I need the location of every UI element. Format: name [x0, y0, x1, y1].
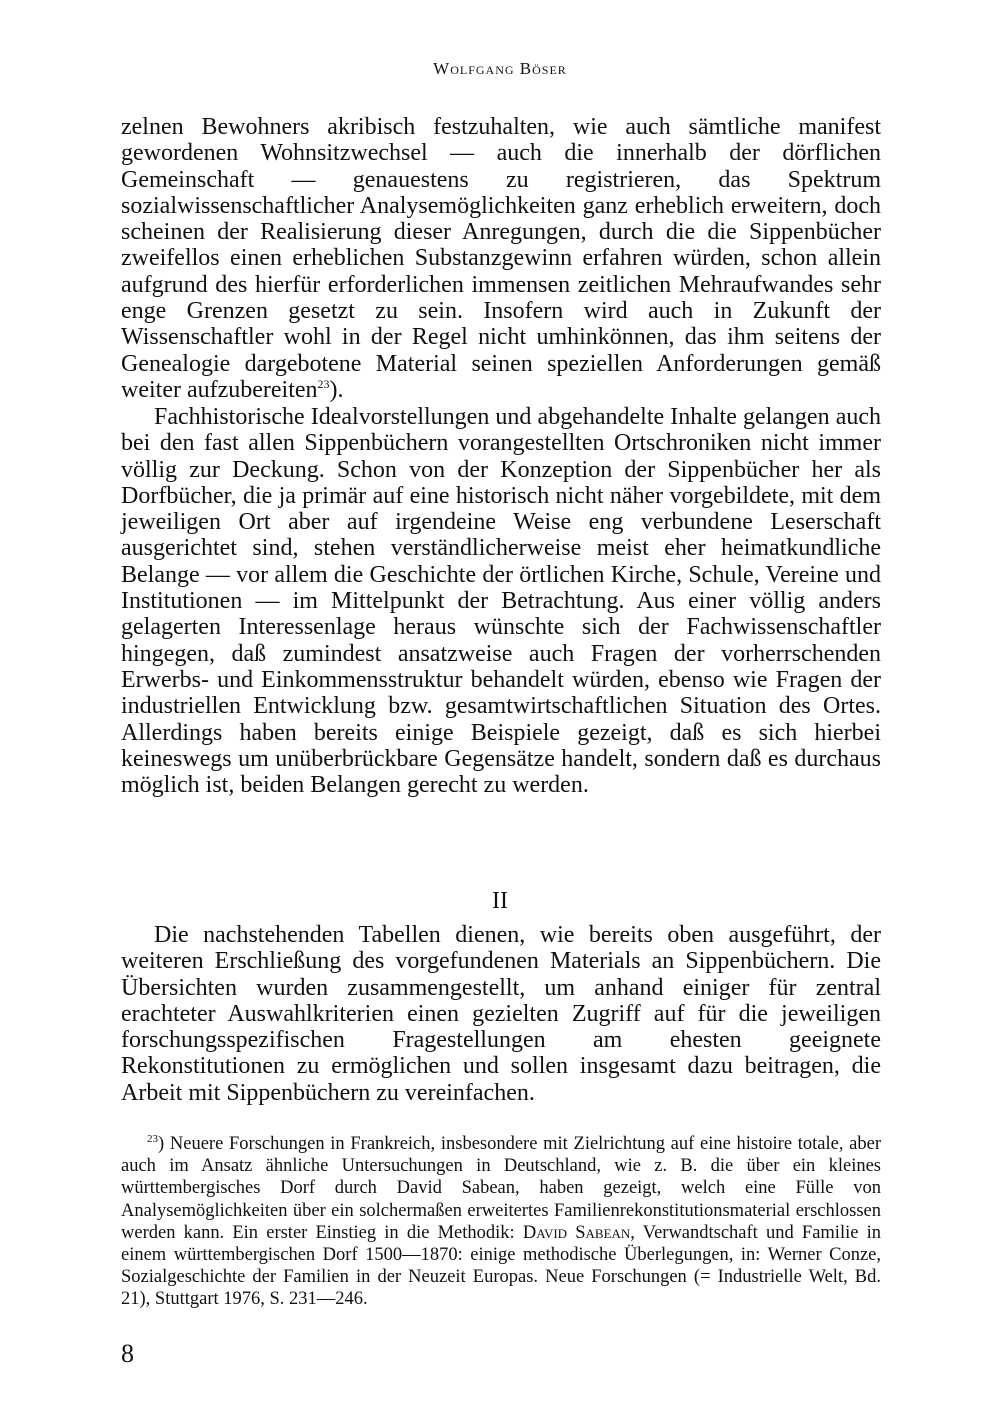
- paragraph-3: [121, 922, 881, 1106]
- paragraph-2: [121, 404, 881, 798]
- footnote-text-after: , Verwandtschaft und Familie in einem württembergischen Dorf 1500—1870: einige methodische Überlegungen, in: Werner Conze, Sozialgeschichte der Familien in der Neuzeit Europas. Neue Forschungen (= Industrielle Welt, Bd. 21), Stuttgart 1976, S. 231—246.: [121, 1222, 881, 1310]
- page-number: 8: [121, 1339, 134, 1368]
- paragraph-2-text: Fachhistorische Idealvorstellungen und abgehandelte Inhalte gelangen auch bei den fast allen Sippenbüchern vorangestellten Ortschroniken nicht immer völlig zur Deckung. Schon von der Konzeption der Sippenbücher her als Dorfbücher, die ja primär auf eine historisch nicht näher vorgebildete, mit dem jeweiligen Ort aber auf irgendeine Weise eng verbundene Leserschaft ausgerichtet sind, stehen verständlicherweise meist eher heimatkundliche Belange — vor allem die Geschichte der örtlichen Kirche, Schule, Vereine und Institutionen — im Mittelpunkt der Betrachtung. Aus einer völlig anders gelagerten Interessenlage heraus wünschte sich der Fachwissenschaftler hingegen, daß zumindest ansatzweise auch Fragen der vorherrschenden Erwerbs- und Einkommensstruktur behandelt würden, ebenso wie Fragen der industriellen Entwicklung bzw. gesamtwirtschaftlichen Situation des Ortes. Allerdings haben bereits einige Beispiele gezeigt, daß es sich hierbei keineswegs um unüberbrückbare Gegensätze handelt, sondern daß es durchaus möglich ist, beiden Belangen gerecht zu werden.: [121, 404, 881, 799]
- paragraph-1: [121, 114, 881, 403]
- footnote-reference: 23: [317, 376, 330, 391]
- footnote-marker-tail: ): [158, 1134, 165, 1154]
- footnote-text-before: Neuere Forschungen in Frankreich, insbesondere mit Zielrichtung auf eine histoire totale, aber auch im Ansatz ähnliche Untersuchungen in Deutschland, wie z. B. die über ein kleines württembergisches Dorf durch David Sabean, haben gezeigt, welch eine Fülle von Analysemöglichkeiten über ein solchermaßen erweitertes Familienrekonstitutionsmaterial erschlossen werden kann. Ein erster Einstieg in die Methodik:: [121, 1134, 881, 1243]
- footnote-23: [121, 1133, 881, 1311]
- section-heading: II: [492, 888, 508, 914]
- paragraph-1-tail: ).: [329, 376, 344, 403]
- footnote-author: David Sabean: [522, 1222, 631, 1243]
- paragraph-3-text: Die nachstehenden Tabellen dienen, wie bereits oben ausgeführt, der weiteren Erschließung des vorgefundenen Materials an Sippenbüchern. Die Übersichten wurden zusammengestellt, um anhand einiger für zentral erachteter Auswahlkriterien einen gezielten Zugriff auf für die jeweiligen forschungsspezifischen Fragestellungen am ehesten geeignete Rekonstitutionen zu ermöglichen und sollen insgesamt dazu beitragen, die Arbeit mit Sippenbüchern zu vereinfachen.: [121, 922, 881, 1106]
- paragraph-1-text: zelnen Bewohners akribisch festzuhalten, wie auch sämtliche manifest gewordenen Wohnsitzwechsel — auch die innerhalb der dörflichen Gemeinschaft — genauestens zu registrieren, das Spektrum sozialwissenschaftlicher Analysemöglichkeiten ganz erheblich erweitern, doch scheinen der Realisierung dieser Anregungen, durch die die Sippenbücher zweifellos einen erheblichen Substanzgewinn erfahren würden, schon allein aufgrund des hierfür erforderlichen immensen zeitlichen Mehraufwandes sehr enge Grenzen gesetzt zu sein. Insofern wird auch in Zukunft der Wissenschaftler wohl in der Regel nicht umhinkönnen, das ihm seitens der Genealogie dargebotene Material seinen speziellen Anforderungen gemäß weiter aufzubereiten: [121, 114, 881, 403]
- running-header: Wolfgang Böser: [433, 59, 567, 78]
- footnote-marker: 23: [147, 1133, 158, 1145]
